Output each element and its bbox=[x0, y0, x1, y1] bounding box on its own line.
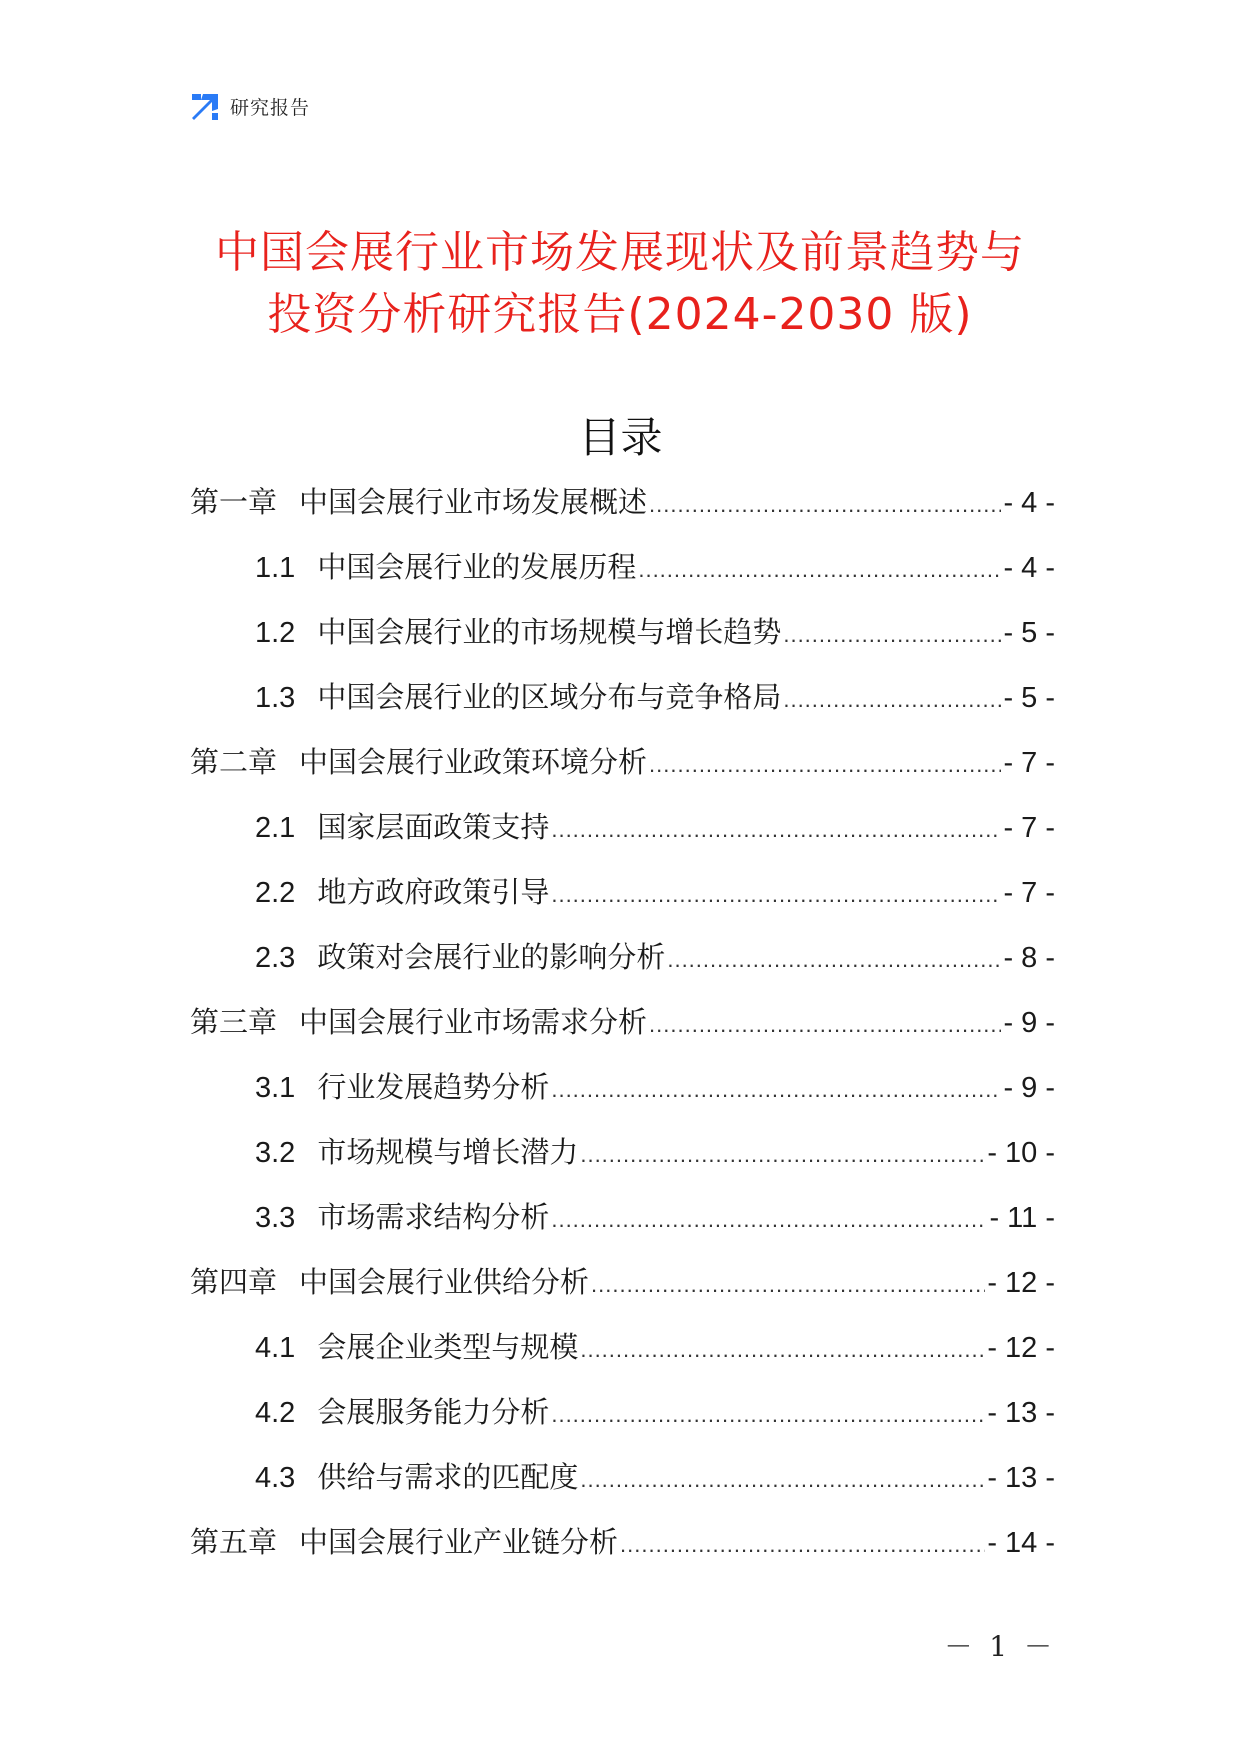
toc-dot-leader bbox=[649, 732, 1001, 797]
toc-dot-leader bbox=[638, 537, 1001, 602]
toc-entry-page: - 8 - bbox=[1003, 942, 1055, 974]
toc-section-entry[interactable] bbox=[190, 795, 1055, 860]
toc-entry-number: 第五章 bbox=[190, 1527, 278, 1559]
toc-dot-leader bbox=[551, 1382, 985, 1447]
report-header bbox=[190, 90, 310, 122]
toc-entry-title: 会展服务能力分析 bbox=[317, 1395, 550, 1429]
toc-chapter-entry[interactable] bbox=[190, 1250, 1055, 1315]
toc-dot-leader bbox=[591, 1252, 985, 1317]
toc-entry-title: 会展企业类型与规模 bbox=[317, 1330, 579, 1364]
toc-entry-page: - 4 - bbox=[1003, 552, 1055, 584]
toc-entry-title: 供给与需求的匹配度 bbox=[317, 1460, 579, 1494]
toc-section-entry[interactable] bbox=[190, 1055, 1055, 1120]
toc-dot-leader bbox=[551, 1187, 987, 1252]
toc-entry-page: - 13 - bbox=[987, 1462, 1055, 1494]
toc-entry-title: 中国会展行业政策环境分析 bbox=[299, 745, 648, 779]
toc-entry-number: 第二章 bbox=[190, 747, 278, 779]
toc-entry-number: 3.3 bbox=[255, 1202, 296, 1234]
toc-entry-title: 中国会展行业供给分析 bbox=[299, 1265, 590, 1299]
toc-entry-page: - 4 - bbox=[1003, 487, 1055, 519]
toc-chapter-entry[interactable] bbox=[190, 990, 1055, 1055]
toc-entry-number: 2.2 bbox=[255, 877, 296, 909]
toc-dot-leader bbox=[783, 602, 1001, 667]
toc-entry-title: 国家层面政策支持 bbox=[317, 810, 550, 844]
toc-entry-title: 中国会展行业市场发展概述 bbox=[299, 485, 648, 519]
toc-section-entry[interactable] bbox=[190, 1315, 1055, 1380]
toc-entry-title: 市场规模与增长潜力 bbox=[317, 1135, 579, 1169]
toc-dot-leader bbox=[667, 927, 1001, 992]
toc-entry-page: - 12 - bbox=[987, 1267, 1055, 1299]
toc-entry-title: 政策对会展行业的影响分析 bbox=[317, 940, 666, 974]
toc-dot-leader bbox=[551, 797, 1001, 862]
toc-entry-title: 地方政府政策引导 bbox=[317, 875, 550, 909]
toc-chapter-entry[interactable] bbox=[190, 470, 1055, 535]
toc-section-entry[interactable] bbox=[190, 600, 1055, 665]
toc-entry-number: 1.2 bbox=[255, 617, 296, 649]
toc-entry-title: 中国会展行业产业链分析 bbox=[299, 1525, 619, 1559]
toc-entry-title: 中国会展行业的市场规模与增长趋势 bbox=[317, 615, 782, 649]
toc-entry-number: 1.1 bbox=[255, 552, 296, 584]
toc-section-entry[interactable] bbox=[190, 1445, 1055, 1510]
toc-entry-number: 4.2 bbox=[255, 1397, 296, 1429]
toc-entry-title: 中国会展行业市场需求分析 bbox=[299, 1005, 648, 1039]
toc-dot-leader bbox=[551, 862, 1001, 927]
toc-section-entry[interactable] bbox=[190, 1380, 1055, 1445]
toc-entry-number: 第三章 bbox=[190, 1007, 278, 1039]
toc-entry-title: 行业发展趋势分析 bbox=[317, 1070, 550, 1104]
toc-entry-number: 3.2 bbox=[255, 1137, 296, 1169]
toc-entry-number: 4.1 bbox=[255, 1332, 296, 1364]
toc-dot-leader bbox=[783, 667, 1001, 732]
toc-section-entry[interactable] bbox=[190, 1185, 1055, 1250]
toc-dot-leader bbox=[580, 1317, 985, 1382]
toc-entry-page: - 11 - bbox=[989, 1202, 1055, 1234]
toc-section-entry[interactable] bbox=[190, 1120, 1055, 1185]
arrow-up-right-icon bbox=[190, 91, 220, 121]
toc-entry-number: 2.3 bbox=[255, 942, 296, 974]
toc-entry-number: 4.3 bbox=[255, 1462, 296, 1494]
toc-entry-page: - 12 - bbox=[987, 1332, 1055, 1364]
toc-dot-leader bbox=[649, 992, 1001, 1057]
toc-dot-leader bbox=[620, 1512, 985, 1577]
toc-entry-page: - 7 - bbox=[1003, 747, 1055, 779]
toc-dot-leader bbox=[580, 1447, 985, 1512]
toc-entry-page: - 9 - bbox=[1003, 1007, 1055, 1039]
report-title bbox=[150, 222, 1090, 346]
toc-dot-leader bbox=[649, 472, 1001, 537]
toc-entry-page: - 7 - bbox=[1003, 877, 1055, 909]
toc-entry-page: - 10 - bbox=[987, 1137, 1055, 1169]
report-title-line-1: 中国会展行业市场发展现状及前景趋势与 bbox=[215, 227, 1025, 278]
toc-entry-number: 第一章 bbox=[190, 487, 278, 519]
toc-section-entry[interactable] bbox=[190, 925, 1055, 990]
toc-entry-page: - 7 - bbox=[1003, 812, 1055, 844]
toc-entry-number: 2.1 bbox=[255, 812, 296, 844]
table-of-contents bbox=[190, 470, 1055, 1575]
page-number: － 1 － bbox=[944, 1630, 1056, 1663]
toc-entry-number: 第四章 bbox=[190, 1267, 278, 1299]
toc-entry-title: 中国会展行业的区域分布与竞争格局 bbox=[317, 680, 782, 714]
toc-entry-page: - 5 - bbox=[1003, 617, 1055, 649]
header-label: 研究报告 bbox=[230, 96, 311, 119]
toc-section-entry[interactable] bbox=[190, 665, 1055, 730]
toc-entry-number: 1.3 bbox=[255, 682, 296, 714]
toc-chapter-entry[interactable] bbox=[190, 1510, 1055, 1575]
toc-entry-page: - 14 - bbox=[987, 1527, 1055, 1559]
toc-chapter-entry[interactable] bbox=[190, 730, 1055, 795]
toc-dot-leader bbox=[580, 1122, 985, 1187]
toc-section-entry[interactable] bbox=[190, 535, 1055, 600]
toc-section-entry[interactable] bbox=[190, 860, 1055, 925]
toc-dot-leader bbox=[551, 1057, 1001, 1122]
toc-heading: 目录 bbox=[578, 413, 663, 462]
toc-entry-title: 中国会展行业的发展历程 bbox=[317, 550, 637, 584]
toc-entry-number: 3.1 bbox=[255, 1072, 296, 1104]
toc-entry-title: 市场需求结构分析 bbox=[317, 1200, 550, 1234]
toc-entry-page: - 5 - bbox=[1003, 682, 1055, 714]
toc-entry-page: - 9 - bbox=[1003, 1072, 1055, 1104]
toc-entry-page: - 13 - bbox=[987, 1397, 1055, 1429]
report-title-line-2: 投资分析研究报告(2024-2030 版) bbox=[267, 289, 973, 340]
